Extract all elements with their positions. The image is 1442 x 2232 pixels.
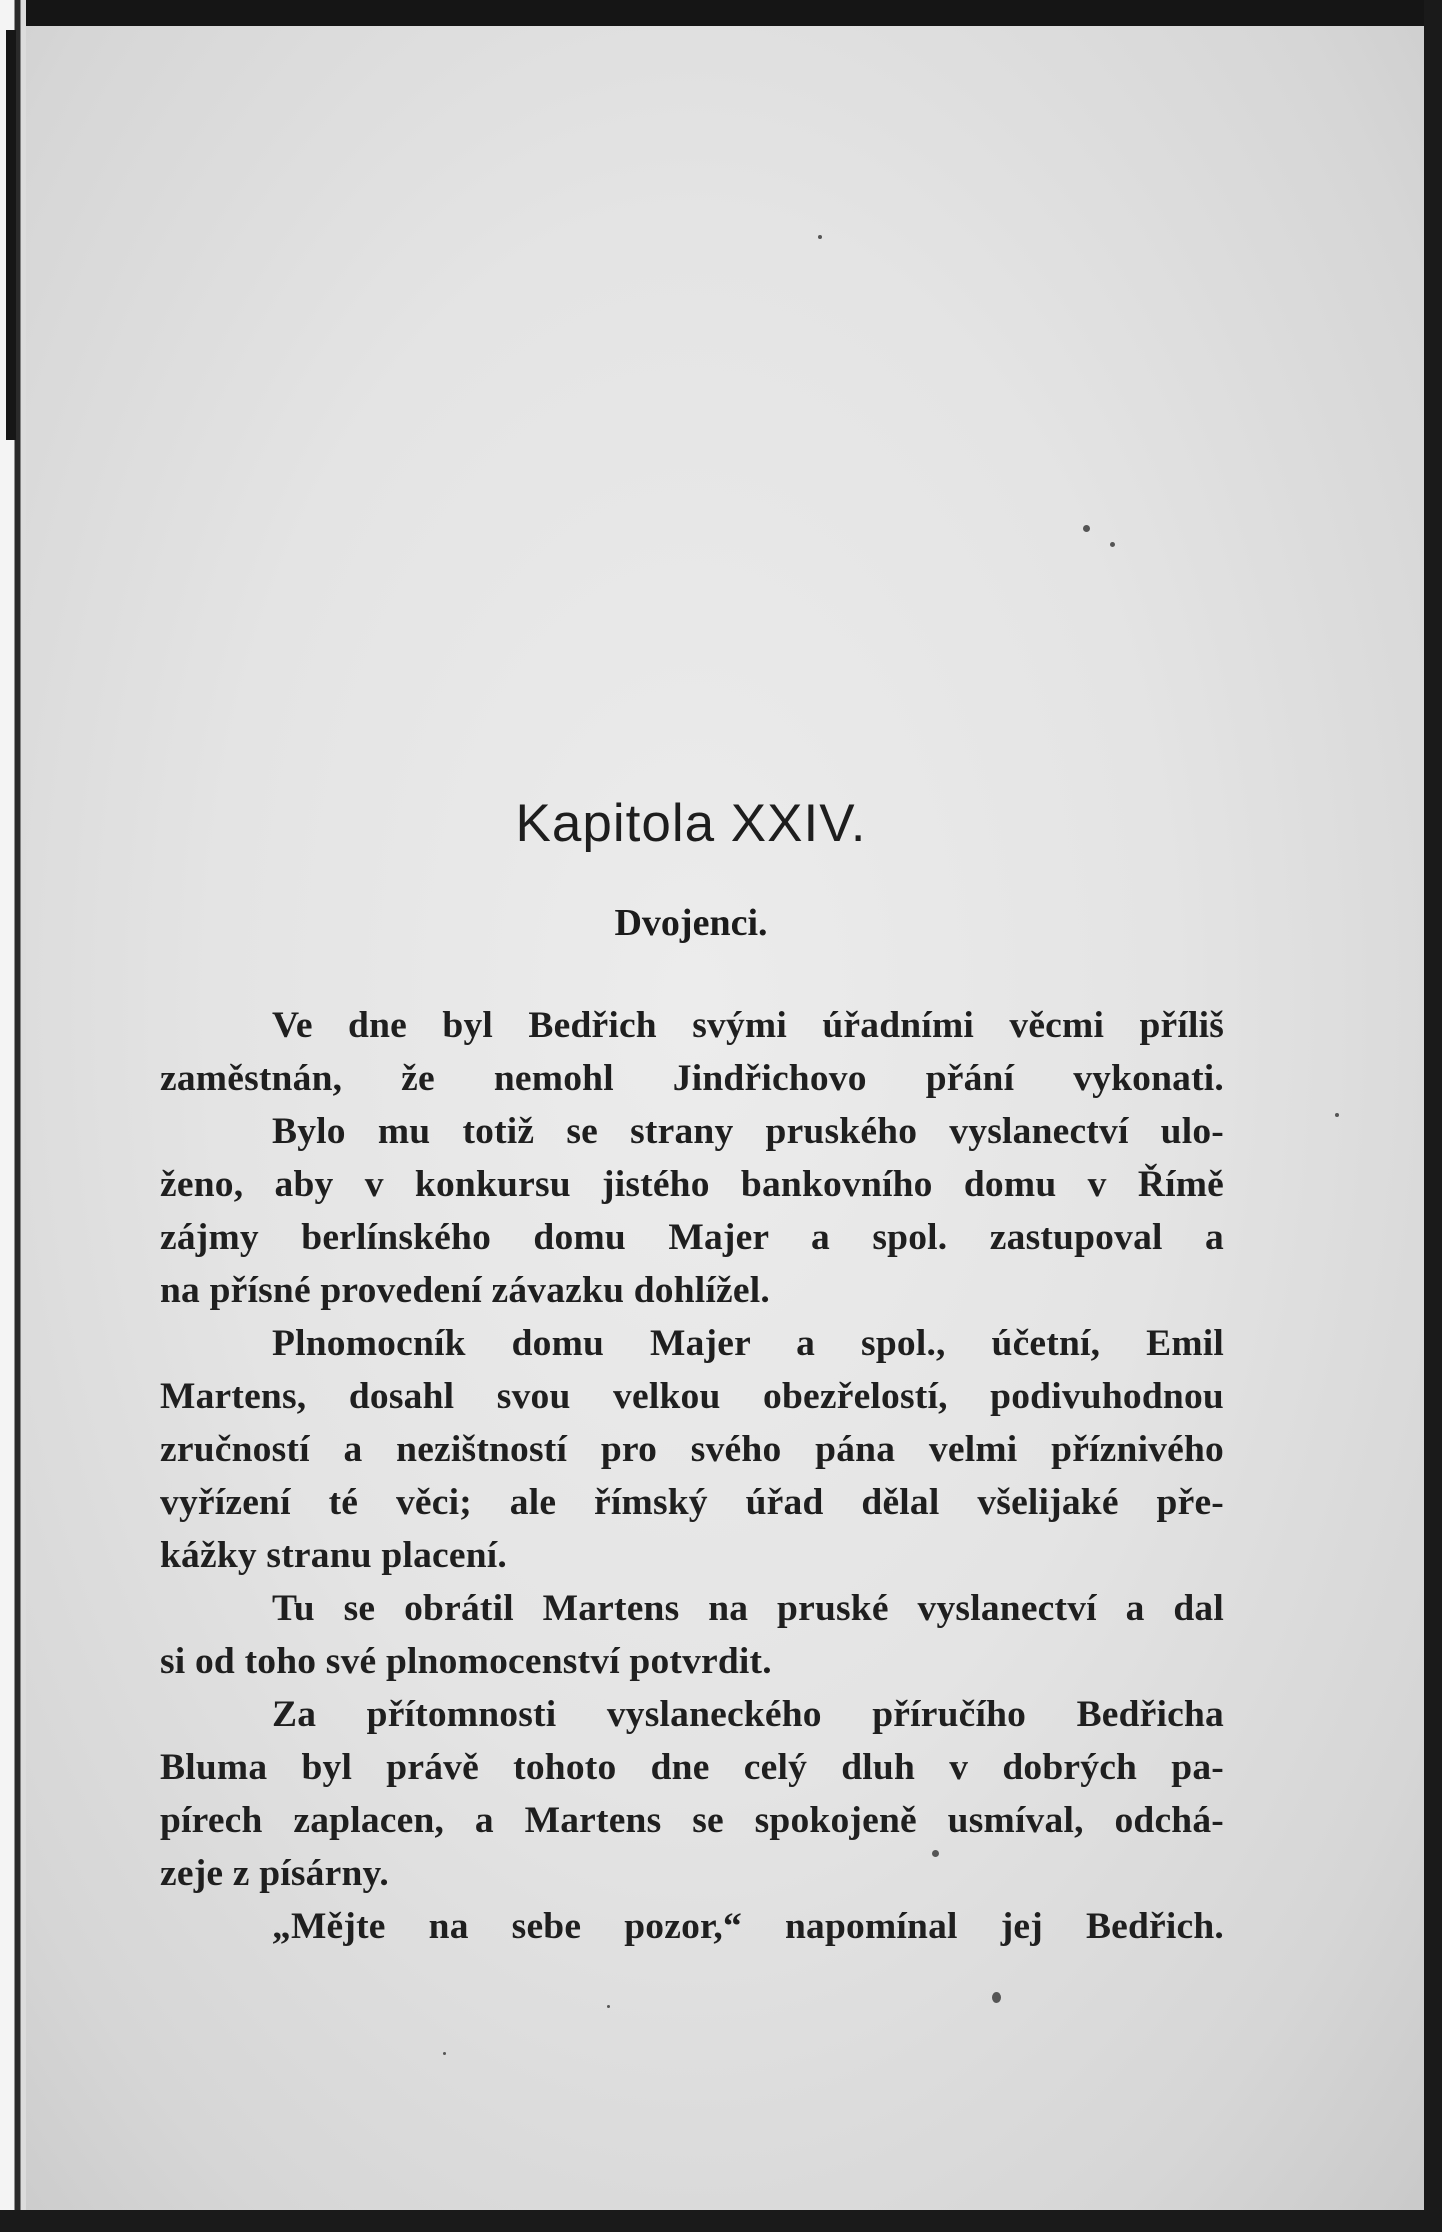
scan-speck [1110,542,1115,547]
text-line: Za přítomnosti vyslaneckého příručího Bedřicha [272,1694,1224,1735]
text-line: ženo, aby v konkursu jistého bankovního domu v Římě [160,1164,1224,1205]
scan-speck [607,2005,610,2008]
text-line: Plnomocník domu Majer a spol., účetní, Emil [272,1323,1224,1364]
text-line: Bluma byl právě tohoto dne celý dluh v dobrých pa- [160,1747,1224,1788]
scan-left-binding-shadow [6,30,16,440]
text-line: „Mějte na sebe pozor,“ napomínal jej Bedřich. [272,1906,1224,1947]
text-line: si od toho své plnomocenství potvrdit. [160,1641,772,1682]
scan-bottom-border [0,2210,1442,2232]
scan-speck [443,2052,446,2055]
text-line: Ve dne byl Bedřich svými úřadními věcmi příliš [272,1005,1224,1046]
text-line: zaměstnán, že nemohl Jindřichovo přání vykonati. [160,1058,1224,1099]
text-line: pírech zaplacen, a Martens se spokojeně usmíval, odchá- [160,1800,1224,1841]
text-line: vyřízení té věci; ale římský úřad dělal všelijaké pře- [160,1482,1224,1523]
scan-speck [1335,1113,1339,1117]
text-line: zručností a nezištností pro svého pána velmi příznivého [160,1429,1224,1470]
chapter-subtitle: Dvojenci. [614,902,768,944]
text-line: Tu se obrátil Martens na pruské vyslanectví a dal [272,1588,1224,1629]
text-line: Bylo mu totiž se strany pruského vyslanectví ulo- [272,1111,1224,1152]
text-line: kážky stranu placení. [160,1535,507,1576]
text-line: Martens, dosahl svou velkou obezřelostí, podivuhodnou [160,1376,1224,1417]
text-line: zeje z písárny. [160,1853,389,1894]
scan-top-border [0,0,1442,26]
scan-speck [818,235,822,239]
chapter-title: Kapitola XXIV. [515,794,867,853]
text-line: na přísné provedení závazku dohlížel. [160,1270,770,1311]
scan-speck [1083,525,1090,532]
text-line: zájmy berlínského domu Majer a spol. zastupoval a [160,1217,1224,1258]
scan-speck [992,1992,1001,2003]
scan-right-border [1424,0,1442,2232]
